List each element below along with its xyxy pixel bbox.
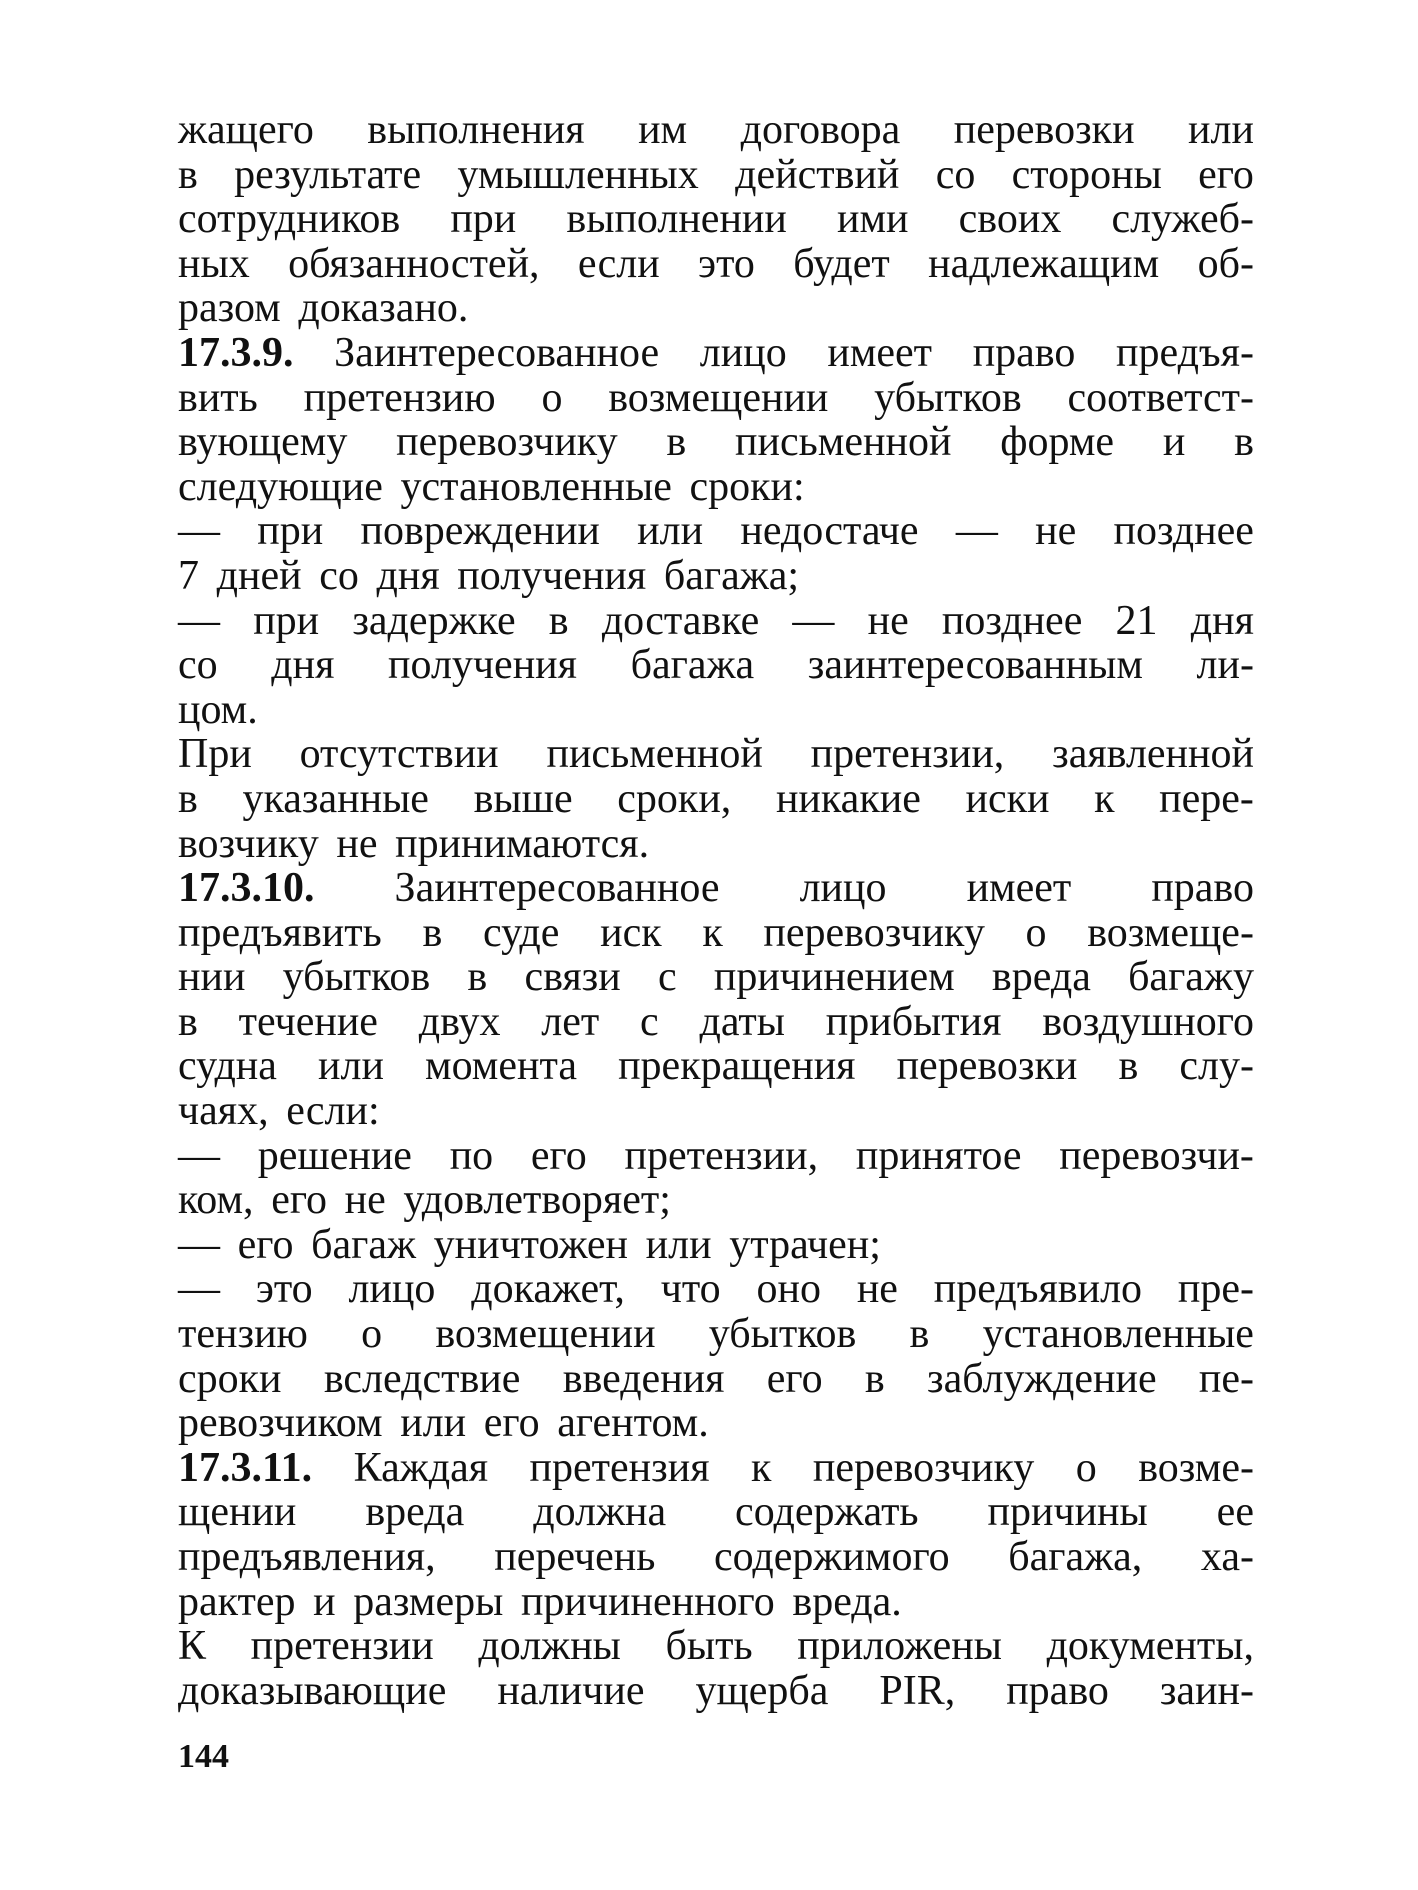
word: заинтересованным (807, 642, 1143, 689)
word: пере- (1159, 775, 1254, 822)
word: лет (541, 998, 600, 1045)
text-line (178, 465, 1254, 510)
word: щении (178, 1489, 297, 1536)
word: решение (257, 1132, 412, 1179)
word: багажа; (663, 552, 800, 599)
word: не (1035, 508, 1077, 555)
word: при (257, 508, 324, 555)
word: — (178, 1266, 220, 1313)
word: никакие (775, 775, 921, 822)
word: — (955, 508, 998, 555)
text-line (178, 376, 1254, 421)
word: о (1025, 909, 1047, 956)
text-line (178, 1312, 1254, 1357)
word: вследствие (323, 1355, 521, 1402)
word: в (1234, 419, 1254, 466)
word: принятое (855, 1132, 1022, 1179)
word: письменной (735, 419, 952, 466)
word: получения (457, 552, 647, 599)
word: прибытия (825, 998, 1002, 1045)
word: претензии, (624, 1132, 819, 1179)
text-line (178, 197, 1254, 242)
word: — (178, 1132, 220, 1179)
word: пре- (1177, 1266, 1254, 1313)
word: и (313, 1578, 336, 1625)
text-line (178, 1089, 1254, 1134)
text-line (178, 1535, 1254, 1580)
word: тензию (178, 1311, 308, 1358)
text-line (178, 286, 1254, 331)
word: своих (958, 196, 1062, 243)
section-heading-line (178, 866, 1254, 911)
word: возмещении (608, 374, 829, 421)
word: претензия (529, 1444, 710, 1491)
word: воздушного (1042, 998, 1254, 1045)
word: не (856, 1266, 898, 1313)
text-line (178, 1000, 1254, 1045)
word: результате (234, 151, 422, 198)
word: по (449, 1132, 494, 1179)
word: повреждении (360, 508, 600, 555)
text-line (178, 509, 1254, 554)
word: удовлетворяет; (403, 1177, 671, 1224)
text-line (178, 1490, 1254, 1535)
section-number: 17.3.11. (178, 1444, 313, 1491)
word: о (361, 1311, 383, 1358)
word: им (638, 107, 688, 153)
text-line (178, 599, 1254, 644)
word: претензии, (810, 731, 1005, 778)
word: причиненного (520, 1578, 775, 1625)
word: рактер (178, 1578, 296, 1625)
word: или (637, 508, 704, 555)
word: причинением (713, 954, 955, 1001)
word: вреда (991, 954, 1091, 1001)
word: момента (425, 1043, 577, 1090)
word: убытков (874, 374, 1022, 421)
word: содержать (735, 1489, 919, 1536)
word: дня (1190, 597, 1254, 644)
word: установленные (400, 463, 672, 510)
word: в (909, 1311, 930, 1358)
text-line (178, 1624, 1254, 1669)
word: что (660, 1266, 721, 1313)
word: должны (478, 1623, 621, 1670)
word: — (178, 1221, 220, 1268)
word: наличие (497, 1667, 645, 1714)
word: возчику (178, 820, 319, 867)
word: перевозчику (396, 419, 618, 466)
word: вующему (178, 419, 348, 466)
text-line (178, 108, 1254, 153)
text-line (178, 1223, 1254, 1268)
section-number: 17.3.10. (178, 865, 315, 912)
word: выполнения (367, 107, 585, 153)
word: Заинтересованное (394, 865, 720, 912)
word: багаж (311, 1221, 416, 1268)
word: багажа, (1008, 1534, 1143, 1580)
word: перевозчи- (1059, 1132, 1254, 1179)
word: ущерба (695, 1667, 829, 1714)
word: или (1188, 107, 1254, 153)
word: цом. (178, 686, 258, 733)
word: это (698, 240, 755, 287)
word: его (237, 1221, 294, 1268)
word: недостаче (740, 508, 919, 555)
word: письменной (546, 731, 763, 778)
text-line (178, 643, 1254, 688)
text-line (178, 242, 1254, 287)
word: судна (178, 1043, 277, 1090)
text-line (178, 911, 1254, 956)
word: ных (178, 240, 250, 287)
word: уничтожен (433, 1221, 629, 1268)
word: нии (178, 954, 246, 1001)
word: его (483, 1400, 540, 1447)
word: — (178, 597, 220, 644)
word: агентом. (557, 1400, 709, 1447)
word: прекращения (618, 1043, 856, 1090)
word: предъявить (178, 909, 382, 956)
word: его (530, 1132, 587, 1179)
word: связи (524, 954, 621, 1001)
word: в (422, 909, 443, 956)
word: возмещении (435, 1311, 656, 1358)
word: или (400, 1400, 467, 1447)
word: с (657, 954, 677, 1001)
word: обязанностей, (288, 240, 540, 287)
word: имеет (966, 865, 1072, 912)
word: если: (286, 1088, 380, 1135)
word: сотрудников (178, 196, 401, 243)
word: будет (793, 240, 890, 287)
word: имеет (827, 329, 933, 376)
word: перевозчику (763, 909, 985, 956)
text-line (178, 1401, 1254, 1446)
word: умышленных (457, 151, 699, 198)
word: приложены (797, 1623, 1002, 1670)
text-line (178, 777, 1254, 822)
page-number: 144 (178, 1738, 229, 1775)
word: предъявления, (178, 1534, 436, 1580)
word: его (1198, 151, 1254, 198)
word: выше (473, 775, 573, 822)
word: отсутствии (299, 731, 499, 778)
word: содержимого (713, 1534, 950, 1580)
word: лицо (348, 1266, 436, 1313)
word: убытков (708, 1311, 857, 1358)
word: установленные (982, 1311, 1254, 1358)
section-heading-line (178, 331, 1254, 376)
word: соответст- (1067, 374, 1254, 421)
word: перевозки (953, 107, 1135, 153)
word: быть (665, 1623, 753, 1670)
word: это (255, 1266, 313, 1313)
word: доказывающие (178, 1667, 447, 1714)
text-line (178, 822, 1254, 867)
word: возме- (1138, 1444, 1254, 1491)
word: к (750, 1444, 772, 1491)
word: чаях, (178, 1088, 269, 1135)
word: с (640, 998, 659, 1045)
word: право (1006, 1667, 1109, 1714)
word: даты (699, 998, 785, 1045)
word: если (577, 240, 660, 287)
word: договора (740, 107, 901, 153)
word: сроки, (617, 775, 732, 822)
word: форме (1000, 419, 1115, 466)
word: докажет, (471, 1266, 625, 1313)
word: получения (388, 642, 577, 689)
word: принимаются. (395, 820, 650, 867)
word: жащего (178, 107, 314, 153)
word: дней (216, 552, 302, 599)
word: предъя- (1116, 329, 1254, 376)
word: со (319, 552, 359, 599)
text-line (178, 1134, 1254, 1179)
word: 21 (1115, 597, 1158, 644)
word: надлежащим (928, 240, 1160, 287)
word: вреда (365, 1489, 465, 1536)
word: размеры (353, 1578, 504, 1625)
word: доказано. (298, 285, 469, 332)
word: о (541, 374, 563, 421)
word: иски (965, 775, 1050, 822)
word: предъявило (933, 1266, 1143, 1313)
word: К (178, 1623, 207, 1670)
word: указанные (242, 775, 429, 822)
word: Каждая (353, 1444, 489, 1491)
text-line (178, 1267, 1254, 1312)
word: PIR, (879, 1667, 956, 1714)
word: утрачен; (729, 1221, 881, 1268)
word: его (766, 1355, 823, 1402)
word: заблуждение (927, 1355, 1157, 1402)
word: иск (600, 909, 662, 956)
word: в (178, 998, 198, 1045)
word: оно (756, 1266, 821, 1313)
word: претензию (303, 374, 496, 421)
word: в (1118, 1043, 1139, 1090)
word: вреда. (792, 1578, 902, 1625)
word: позднее (941, 597, 1083, 644)
text-line (178, 1044, 1254, 1089)
word: со (935, 151, 976, 198)
word: не (867, 597, 909, 644)
word: об- (1197, 240, 1254, 287)
word: стороны (1011, 151, 1162, 198)
word: двух (418, 998, 501, 1045)
word: позднее (1113, 508, 1254, 555)
word: убытков (282, 954, 431, 1001)
text-line (178, 153, 1254, 198)
word: в (178, 151, 198, 198)
word: ли- (1196, 642, 1254, 689)
text-line (178, 688, 1254, 733)
word: выполнении (566, 196, 787, 243)
word: в (178, 775, 198, 822)
word: слу- (1179, 1043, 1254, 1090)
word: заявленной (1052, 731, 1254, 778)
word: право (1151, 865, 1254, 912)
word: лицо (799, 865, 887, 912)
word: к (702, 909, 723, 956)
word: должна (533, 1489, 667, 1536)
word: перевозчику (812, 1444, 1035, 1491)
word: документы, (1046, 1623, 1254, 1670)
word: или (645, 1221, 712, 1268)
word: — (178, 508, 220, 555)
word: пе- (1198, 1355, 1254, 1402)
word: следующие (178, 463, 383, 510)
body-text (178, 108, 1254, 1713)
word: и (1162, 419, 1186, 466)
word: ее (1216, 1489, 1254, 1536)
word: к (1094, 775, 1115, 822)
word: задержке (352, 597, 516, 644)
word: вить (178, 374, 258, 421)
word: перевозки (896, 1043, 1078, 1090)
word: сроки: (689, 463, 805, 510)
text-line (178, 1178, 1254, 1223)
word: со (178, 642, 218, 689)
word: при (253, 597, 320, 644)
word: заин- (1159, 1667, 1254, 1714)
text-line (178, 420, 1254, 465)
word: суде (482, 909, 560, 956)
word: перечень (494, 1534, 656, 1580)
word: багажа (630, 642, 755, 689)
text-line (178, 732, 1254, 777)
word: сроки (178, 1355, 282, 1402)
word: право (972, 329, 1076, 376)
word: 7 (178, 552, 199, 599)
word: ком, (178, 1177, 254, 1224)
word: возмеще- (1087, 909, 1254, 956)
word: при (450, 196, 517, 243)
word: введения (562, 1355, 725, 1402)
text-line (178, 1669, 1254, 1714)
section-heading-line (178, 1446, 1254, 1491)
word: в (666, 419, 687, 466)
word: ревозчиком (178, 1400, 383, 1447)
word: течение (238, 998, 378, 1045)
text-line (178, 1580, 1254, 1625)
word: его (271, 1177, 328, 1224)
word: лицо (699, 329, 787, 376)
word: дня (376, 552, 440, 599)
text-line (178, 1357, 1254, 1402)
word: При (178, 731, 252, 778)
word: в (467, 954, 488, 1001)
word: доставке (601, 597, 760, 644)
word: причины (987, 1489, 1148, 1536)
word: о (1075, 1444, 1097, 1491)
word: дня (271, 642, 335, 689)
word: в (864, 1355, 885, 1402)
word: действий (735, 151, 900, 198)
text-line (178, 554, 1254, 599)
word: Заинтересованное (334, 329, 660, 376)
word: ха- (1200, 1534, 1254, 1580)
word: багажу (1128, 954, 1254, 1001)
word: разом (178, 285, 281, 332)
word: не (344, 1177, 386, 1224)
section-number: 17.3.9. (178, 329, 294, 376)
word: ими (837, 196, 909, 243)
word: — (792, 597, 835, 644)
word: служеб- (1111, 196, 1254, 243)
word: или (318, 1043, 384, 1090)
word: не (336, 820, 378, 867)
text-line (178, 955, 1254, 1000)
word: претензии (250, 1623, 434, 1670)
word: в (548, 597, 569, 644)
